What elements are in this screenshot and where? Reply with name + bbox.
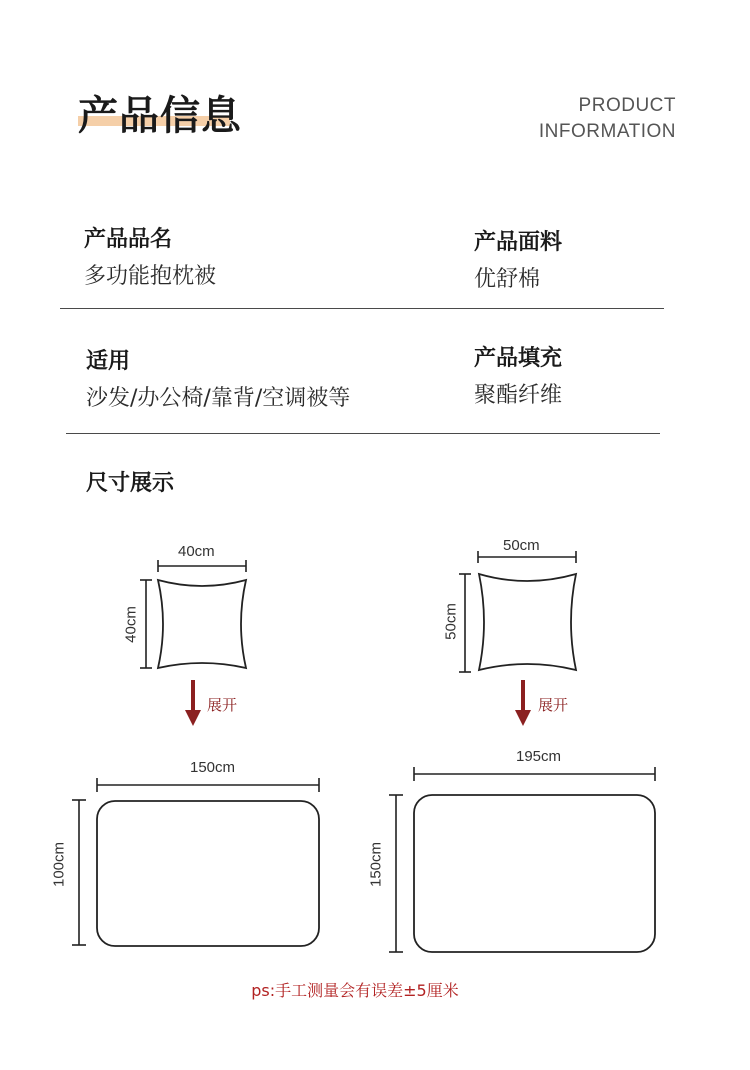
small-pillow-height-dimension xyxy=(140,580,152,668)
small-pillow-shape xyxy=(158,580,246,668)
large-unfold-label: 展开 xyxy=(538,696,569,714)
large-blanket-height-dimension xyxy=(389,795,403,952)
usage-label: 适用 xyxy=(86,349,131,374)
measurement-note: ps:手工测量会有误差±5厘米 xyxy=(251,981,459,1000)
filling-value: 聚酯纤维 xyxy=(474,383,563,408)
large-blanket-width-dimension xyxy=(414,767,655,781)
small-blanket-height-label: 100cm xyxy=(50,841,68,888)
small-pillow-width-dimension xyxy=(158,560,246,572)
product-fabric-label: 产品面料 xyxy=(474,230,563,255)
product-fabric-value: 优舒棉 xyxy=(474,267,541,292)
large-blanket-width-label: 195cm xyxy=(516,748,562,765)
large-unfold-arrow-icon xyxy=(515,680,531,726)
product-name-label: 产品品名 xyxy=(84,227,173,252)
small-blanket-width-label: 150cm xyxy=(190,759,236,776)
large-pillow-height-dimension xyxy=(459,574,471,672)
english-subtitle-line2: INFORMATION xyxy=(538,121,676,142)
large-blanket-shape xyxy=(414,795,655,952)
small-unfold-arrow-icon xyxy=(185,680,201,726)
small-pillow-height-label: 40cm xyxy=(122,606,140,643)
large-pillow-height-label: 50cm xyxy=(442,603,460,640)
large-pillow-shape xyxy=(479,574,576,670)
small-pillow-width-label: 40cm xyxy=(178,543,215,560)
filling-label: 产品填充 xyxy=(474,346,563,371)
large-blanket-height-label: 150cm xyxy=(367,841,385,888)
large-pillow-width-label: 50cm xyxy=(503,537,540,554)
size-section-title: 尺寸展示 xyxy=(86,471,175,496)
small-unfold-label: 展开 xyxy=(207,696,238,714)
usage-value: 沙发/办公椅/靠背/空调被等 xyxy=(86,386,351,411)
small-blanket-width-dimension xyxy=(97,778,319,792)
small-blanket-shape xyxy=(97,801,319,946)
english-subtitle-line1: PRODUCT xyxy=(578,95,676,116)
small-blanket-height-dimension xyxy=(72,800,86,945)
product-name-value: 多功能抱枕被 xyxy=(84,264,217,289)
page-title: 产品信息 xyxy=(78,93,242,139)
